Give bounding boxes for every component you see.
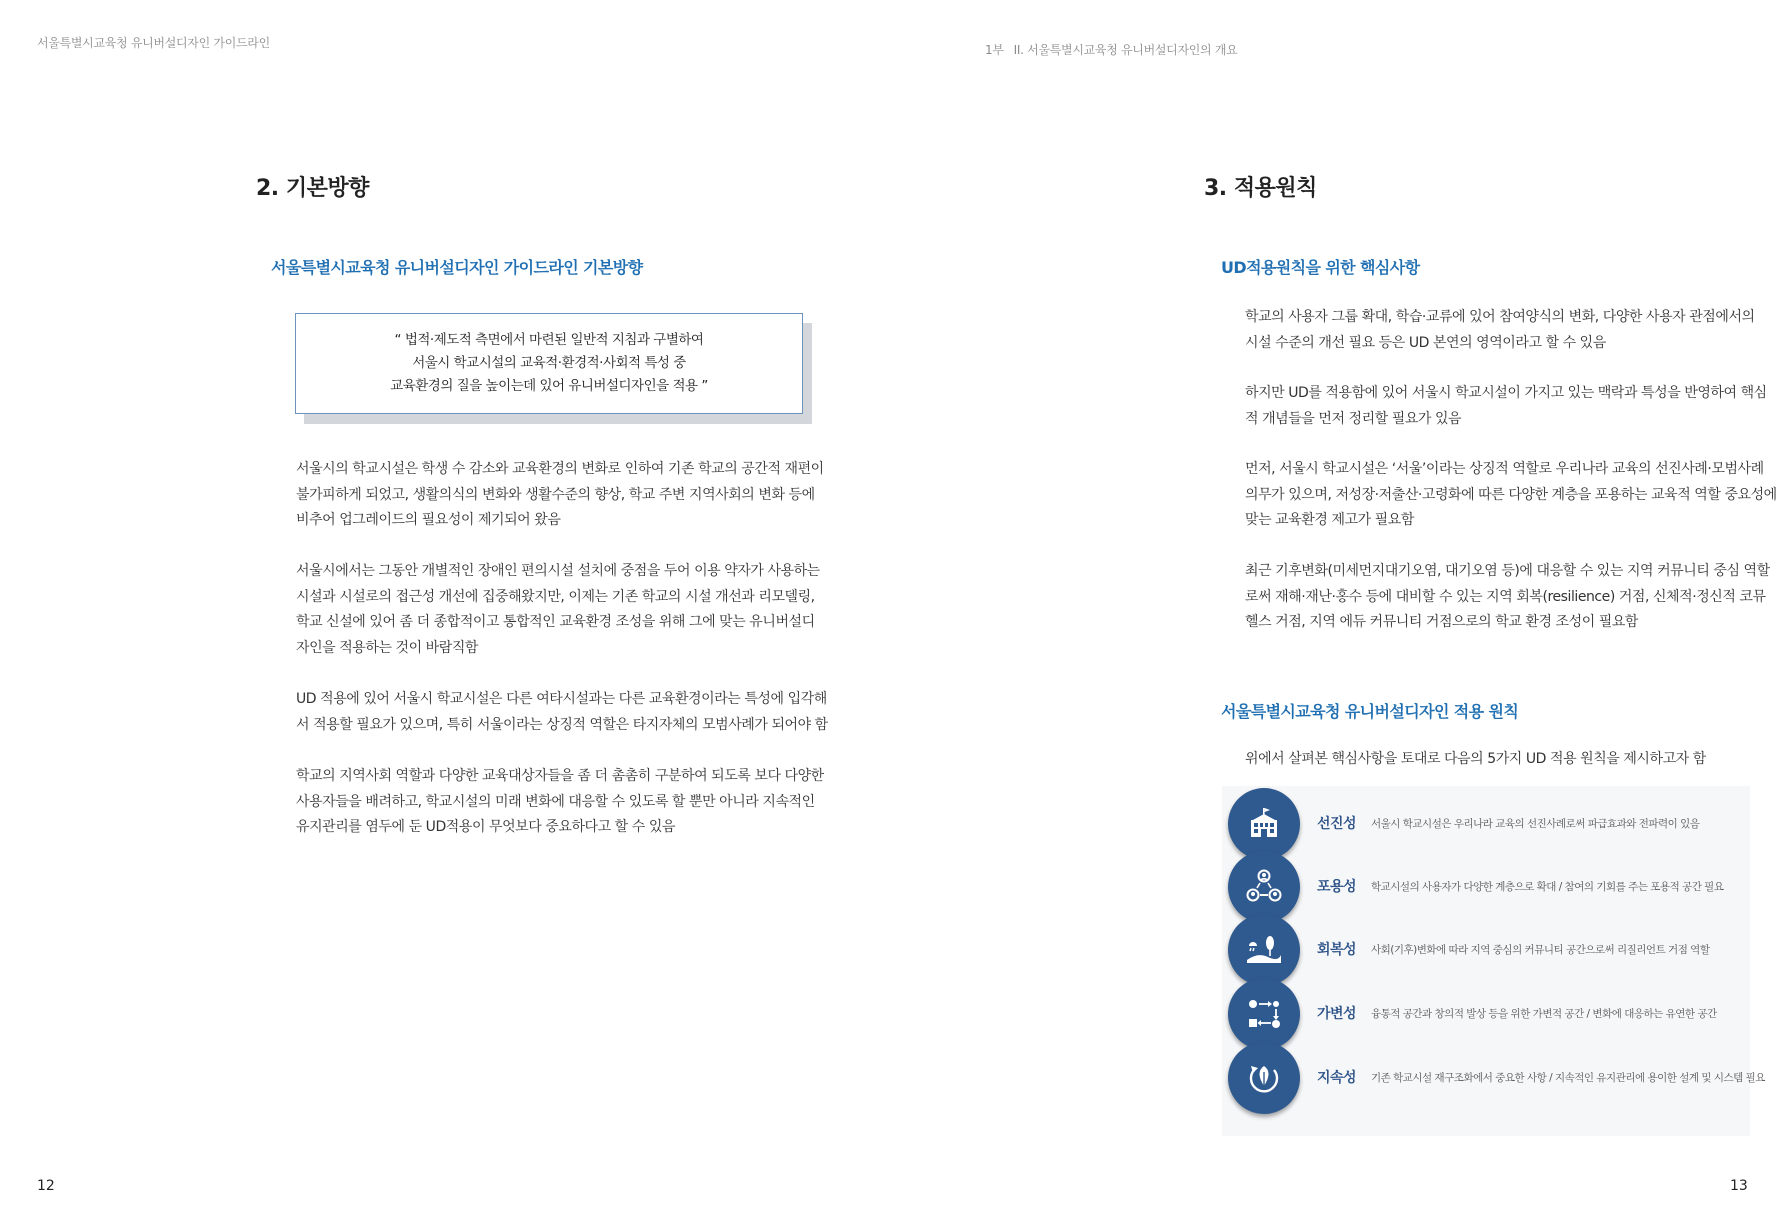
shape-transform-icon [1228,978,1300,1050]
principle-name: 회복성 [1317,942,1357,958]
left-paragraph-1 [296,457,824,534]
right-paragraph-4 [1245,559,1770,636]
principle-description: 학교시설의 사용자가 다양한 계층으로 확대 / 참여의 기회를 주는 포용적 공간 필요 [1371,881,1724,893]
text-line: 유지관리를 염두에 둔 UD적용이 무엇보다 중요하다고 할 수 있음 [296,819,675,835]
text-line: 먼저, 서울시 학교시설은 ‘서울’이라는 상징적 역할로 우리나라 교육의 선진사례·모범사례 [1245,461,1764,477]
text-line: 사용자들을 배려하고, 학교시설의 미래 변화에 대응할 수 있도록 할 뿐만 아니라 지속적인 [296,793,815,810]
right-paragraph-1 [1245,305,1755,356]
text-line: 로써 재해·재난·홍수 등에 대비할 수 있는 지역 회복(resilience) 거점, 신체적·정신적 코뮤 [1245,588,1766,605]
text-line: 서 적용할 필요가 있으며, 특히 서울이라는 상징적 역할은 타지자체의 모범사례가 되어야 함 [296,716,828,733]
quote-line: 교육환경의 질을 높이는데 있어 유니버설디자인을 적용 ” [390,378,708,394]
text-line: 서울시에서는 그동안 개별적인 장애인 편의시설 설치에 중점을 두어 이용 약자가 사용하는 [296,563,820,579]
landscape-tree-icon [1228,914,1300,986]
right-paragraph-3 [1245,457,1777,534]
principle-row-advanced [1228,788,1748,860]
text-line: 불가피하게 되었고, 생활의식의 변화와 생활수준의 향상, 학교 주변 지역사회의 변화 등에 [296,486,815,503]
text-line: 헬스 거점, 지역 에듀 커뮤니티 거점으로의 학교 환경 조성이 필요함 [1245,614,1638,630]
text-line: 시설과 시설로의 접근성 개선에 집중해왔지만, 이제는 기존 학교의 시설 개선과 리모델링, [296,588,815,605]
section-title-application-principles: 3. 적용원칙 [1204,176,1317,201]
text-line: 하지만 UD를 적용함에 있어 서울시 학교시설이 가지고 있는 맥락과 특성을 반영하여 핵심 [1245,385,1767,401]
text-line: 서울시의 학교시설은 학생 수 감소와 교육환경의 변화로 인하여 기존 학교의 공간적 재편이 [296,461,824,477]
part-label: 1부 [985,43,1004,57]
text-line: UD 적용에 있어 서울시 학교시설은 다른 여타시설과는 다른 교육환경이라는 특성에 입각해 [296,691,827,707]
text-line: 위에서 살펴본 핵심사항을 토대로 다음의 5가지 UD 적용 원칙을 제시하고자 함 [1245,751,1706,767]
quote-line: “ 법적·제도적 측면에서 마련된 일반적 지침과 구별하여 [394,332,704,348]
quote-line: 서울시 학교시설의 교육적·환경적·사회적 특성 중 [412,355,686,371]
page-number-right: 13 [1730,1178,1748,1194]
principle-name: 포용성 [1317,879,1357,895]
subsection-title-ud-principles: 서울특별시교육청 유니버설디자인 적용 원칙 [1221,702,1519,721]
principle-description: 융통적 공간과 창의적 발상 등을 위한 가변적 공간 / 변화에 대응하는 유연한 공간 [1371,1008,1717,1020]
quote-box [295,313,803,414]
running-header-right [985,41,1237,58]
text-line: 적 개념들을 먼저 정리할 필요가 있음 [1245,410,1462,427]
text-line: 학교 신설에 있어 좀 더 종합적이고 통합적인 교육환경 조성을 위해 그에 맞는 유니버설디 [296,614,815,630]
principle-name: 지속성 [1317,1070,1357,1086]
running-header-left: 서울특별시교육청 유니버설디자인 가이드라인 [37,36,270,50]
left-paragraph-3 [296,687,828,738]
text-line: 학교의 사용자 그룹 확대, 학습·교류에 있어 참여양식의 변화, 다양한 사용자 관점에서의 [1245,309,1755,325]
principle-row-variable [1228,978,1748,1050]
text-line: 비추어 업그레이드의 필요성이 제기되어 왔음 [296,512,561,528]
left-paragraph-2 [296,559,820,661]
text-line: 시설 수준의 개선 필요 등은 UD 본연의 영역이라고 할 수 있음 [1245,334,1606,351]
principle-row-sustainable [1228,1042,1765,1114]
principle-description: 서울시 학교시설은 우리나라 교육의 선진사례로써 파급효과와 전파력이 있음 [1371,818,1700,830]
text-line: 맞는 교육환경 제고가 필요함 [1245,512,1414,528]
principle-name: 가변성 [1317,1006,1357,1022]
page-number-left: 12 [37,1178,55,1194]
text-line: 자인을 적용하는 것이 바람직함 [296,639,478,656]
principle-description: 기존 학교시설 재구조화에서 중요한 사항 / 지속적인 유지관리에 용이한 설계 및 시스템 필요 [1371,1072,1765,1084]
text-line: 학교의 지역사회 역할과 다양한 교육대상자들을 좀 더 촘촘히 구분하여 되도록 보다 다양한 [296,768,824,784]
principle-description: 사회(기후)변화에 따라 지역 중심의 커뮤니티 공간으로써 리질리언트 거점 역할 [1371,944,1710,956]
principle-name: 선진성 [1317,816,1357,832]
leaf-recycle-icon [1228,1042,1300,1114]
right-paragraph-2 [1245,381,1767,432]
people-network-icon [1228,851,1300,923]
school-building-icon [1228,788,1300,860]
principle-row-inclusive [1228,851,1748,923]
subsection-title-core-items: UD적용원칙을 위한 핵심사항 [1221,258,1420,277]
section-title-basic-direction: 2. 기본방향 [256,176,369,201]
subsection-title-basic-direction: 서울특별시교육청 유니버설디자인 가이드라인 기본방향 [271,258,643,277]
left-paragraph-4 [296,764,824,841]
chapter-label: II. 서울특별시교육청 유니버설디자인의 개요 [1013,43,1238,57]
text-line: 의무가 있으며, 저성장·저출산·고령화에 따른 다양한 계층을 포용하는 교육적 역할 중요성에 [1245,486,1777,503]
principles-intro [1245,747,1750,773]
text-line: 최근 기후변화(미세먼지대기오염, 대기오염 등)에 대응할 수 있는 지역 커뮤니티 중심 역할 [1245,563,1770,579]
principle-row-resilient [1228,914,1748,986]
